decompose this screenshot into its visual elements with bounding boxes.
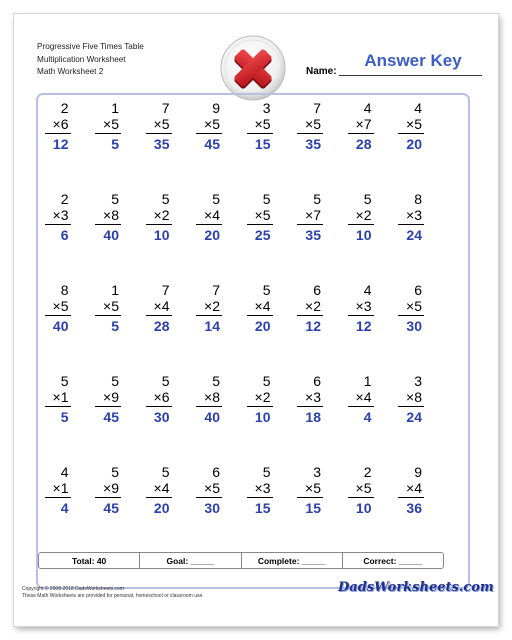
problem-answer: 24	[406, 227, 422, 243]
problem-answer: 30	[406, 318, 422, 334]
problem-answer: 35	[153, 136, 170, 152]
problem-multiplicand: 5	[161, 464, 170, 480]
problem-item	[30, 464, 81, 555]
problem-answer: 24	[406, 409, 422, 425]
problem-multiplicand: 5	[212, 191, 220, 207]
problem-item	[30, 373, 81, 464]
problem-item	[333, 373, 384, 464]
problem-multiplier: ×4	[204, 207, 220, 223]
problem-multiplicand: 5	[262, 282, 271, 298]
problem-multiplicand: 6	[313, 282, 321, 298]
problem-item	[30, 100, 81, 191]
problem-item	[384, 191, 435, 282]
problem-multiplicand: 6	[313, 373, 321, 389]
problem-answer: 35	[305, 136, 321, 152]
problem-multiplicand: 5	[363, 191, 372, 207]
problem-item	[384, 373, 435, 464]
problem-answer: 12	[305, 318, 321, 334]
problem-item	[333, 464, 384, 555]
problem-answer: 30	[204, 500, 220, 516]
problem-multiplier: ×5	[305, 116, 321, 132]
problem-rule-line	[398, 224, 424, 225]
problem-multiplicand: 5	[60, 373, 69, 389]
problem-multiplicand: 1	[363, 373, 372, 389]
problem-multiplier: ×8	[406, 389, 422, 405]
answer-key-x-icon	[219, 34, 287, 102]
problem-rule-line	[95, 315, 121, 316]
problem-multiplicand: 3	[262, 100, 271, 116]
problem-item	[30, 191, 81, 282]
problem-multiplicand: 1	[111, 100, 119, 116]
problem-multiplier: ×5	[406, 298, 422, 314]
problem-rule-line	[348, 224, 374, 225]
problem-item	[333, 100, 384, 191]
problem-multiplicand: 5	[262, 464, 271, 480]
problem-multiplicand: 1	[111, 282, 119, 298]
problem-rule-line	[45, 406, 71, 407]
problem-item	[182, 373, 233, 464]
problem-item	[232, 191, 283, 282]
problem-rule-line	[247, 315, 273, 316]
problem-answer: 14	[204, 318, 220, 334]
problem-multiplier: ×7	[305, 207, 321, 223]
problem-answer: 18	[305, 409, 321, 425]
problem-multiplier: ×5	[406, 116, 422, 132]
problem-rule-line	[95, 406, 121, 407]
problem-item	[283, 282, 334, 373]
problem-item	[283, 100, 334, 191]
problem-item	[333, 282, 384, 373]
problem-rule-line	[247, 133, 273, 134]
worksheet-title-block	[37, 41, 144, 79]
problem-item	[81, 373, 132, 464]
problem-multiplier: ×7	[355, 116, 372, 132]
problem-multiplicand: 3	[313, 464, 321, 480]
problem-multiplier: ×5	[254, 207, 271, 223]
problem-multiplicand: 5	[111, 464, 119, 480]
problem-multiplier: ×5	[305, 480, 321, 496]
problem-multiplier: ×5	[103, 116, 119, 132]
problem-rule-line	[196, 133, 222, 134]
problem-answer: 15	[254, 500, 271, 516]
problem-answer: 12	[52, 136, 69, 152]
problem-item	[182, 100, 233, 191]
problem-answer: 28	[355, 136, 372, 152]
problem-rule-line	[146, 224, 172, 225]
problem-multiplicand: 5	[161, 373, 170, 389]
problem-answer: 20	[153, 500, 170, 516]
problem-multiplicand: 9	[414, 464, 422, 480]
problem-multiplier: ×3	[52, 207, 69, 223]
problem-item	[232, 100, 283, 191]
problem-multiplicand: 5	[161, 191, 170, 207]
problem-multiplicand: 5	[262, 373, 271, 389]
problem-item	[131, 191, 182, 282]
problem-rule-line	[348, 315, 374, 316]
problem-rule-line	[95, 224, 121, 225]
problem-multiplier: ×5	[103, 298, 119, 314]
problem-answer: 10	[355, 227, 372, 243]
problem-rule-line	[297, 315, 323, 316]
score-table	[38, 552, 444, 569]
problem-multiplier: ×9	[103, 480, 119, 496]
problem-multiplicand: 5	[262, 191, 271, 207]
problem-answer: 10	[153, 227, 170, 243]
problem-rule-line	[398, 406, 424, 407]
problem-multiplier: ×2	[355, 207, 372, 223]
problem-multiplier: ×4	[153, 480, 170, 496]
problem-rule-line	[247, 497, 273, 498]
problem-multiplier: ×2	[153, 207, 170, 223]
problem-multiplier: ×5	[204, 480, 220, 496]
problem-multiplicand: 7	[212, 282, 220, 298]
problem-rule-line	[247, 406, 273, 407]
problem-multiplier: ×6	[52, 116, 69, 132]
problem-answer: 40	[204, 409, 220, 425]
problem-item	[131, 373, 182, 464]
problem-rule-line	[398, 133, 424, 134]
problem-item	[81, 191, 132, 282]
problem-rule-line	[196, 406, 222, 407]
problem-multiplicand: 2	[363, 464, 372, 480]
problem-multiplier: ×4	[406, 480, 422, 496]
answer-key-label: Answer Key	[364, 51, 462, 70]
problem-item	[333, 191, 384, 282]
problem-multiplicand: 3	[414, 373, 422, 389]
problem-item	[182, 191, 233, 282]
problem-item	[131, 100, 182, 191]
dadsworksheets-logo: DadsWorksheets.com	[338, 580, 494, 595]
problem-rule-line	[146, 133, 172, 134]
problem-answer: 4	[363, 409, 372, 425]
problem-multiplier: ×6	[153, 389, 170, 405]
problem-multiplicand: 5	[212, 373, 220, 389]
problem-answer: 40	[52, 318, 69, 334]
problem-multiplier: ×8	[204, 389, 220, 405]
problem-multiplicand: 7	[161, 100, 170, 116]
title-line-3: Math Worksheet 2	[37, 67, 104, 76]
problem-rule-line	[297, 497, 323, 498]
problem-answer: 10	[355, 500, 372, 516]
problem-answer: 45	[103, 500, 119, 516]
copyright-line-2: These Math Worksheets are provided for personal, homeschool or classroom use.	[22, 592, 204, 599]
problem-rule-line	[348, 497, 374, 498]
problem-rule-line	[196, 315, 222, 316]
copyright-line-1: Copyright © 2008-2018 DadsWorksheets.com	[22, 586, 124, 592]
problem-item	[131, 282, 182, 373]
problem-answer: 45	[204, 136, 220, 152]
problem-multiplier: ×5	[254, 116, 271, 132]
problem-multiplicand: 6	[212, 464, 220, 480]
problem-answer: 5	[111, 136, 119, 152]
problem-rule-line	[146, 406, 172, 407]
problem-rule-line	[297, 406, 323, 407]
problem-multiplicand: 4	[60, 464, 69, 480]
problem-rule-line	[45, 133, 71, 134]
problem-rule-line	[247, 224, 273, 225]
problem-answer: 15	[254, 136, 271, 152]
problem-multiplicand: 6	[414, 282, 422, 298]
problem-rule-line	[146, 497, 172, 498]
problem-answer: 6	[60, 227, 69, 243]
copyright-notice	[22, 586, 204, 599]
title-line-1: Progressive Five Times Table	[37, 42, 144, 51]
problem-rule-line	[398, 315, 424, 316]
problem-answer: 35	[305, 227, 321, 243]
problems-grid	[30, 100, 450, 555]
problem-item	[81, 100, 132, 191]
problem-answer: 20	[254, 318, 271, 334]
problem-item	[384, 464, 435, 555]
problem-multiplier: ×5	[153, 116, 170, 132]
problem-item	[232, 373, 283, 464]
problem-answer: 30	[153, 409, 170, 425]
problem-multiplicand: 7	[161, 282, 170, 298]
problem-rule-line	[348, 133, 374, 134]
problem-answer: 40	[103, 227, 119, 243]
problem-multiplier: ×1	[52, 480, 69, 496]
problem-answer: 20	[406, 136, 422, 152]
problem-answer: 10	[254, 409, 271, 425]
problem-item	[30, 282, 81, 373]
problem-answer: 5	[60, 409, 69, 425]
problem-multiplicand: 4	[363, 282, 372, 298]
problem-item	[384, 282, 435, 373]
problem-multiplicand: 7	[313, 100, 321, 116]
problem-multiplier: ×4	[355, 389, 372, 405]
problem-answer: 4	[60, 500, 69, 516]
problem-answer: 20	[204, 227, 220, 243]
problem-rule-line	[398, 497, 424, 498]
name-underline	[339, 75, 482, 76]
problem-item	[384, 100, 435, 191]
problem-item	[283, 373, 334, 464]
problem-multiplier: ×9	[103, 389, 119, 405]
problem-multiplier: ×2	[254, 389, 271, 405]
problem-multiplier: ×3	[254, 480, 271, 496]
problem-rule-line	[297, 133, 323, 134]
problem-item	[81, 464, 132, 555]
goal-cell: Goal: _____	[140, 553, 241, 568]
problem-multiplicand: 5	[111, 373, 119, 389]
problem-item	[283, 464, 334, 555]
problem-multiplier: ×3	[305, 389, 321, 405]
problem-rule-line	[45, 315, 71, 316]
name-label: Name:	[306, 66, 337, 77]
problem-rule-line	[45, 497, 71, 498]
problem-item	[182, 464, 233, 555]
problem-multiplier: ×5	[355, 480, 372, 496]
problem-rule-line	[196, 224, 222, 225]
problem-multiplier: ×5	[204, 116, 220, 132]
problem-answer: 25	[254, 227, 271, 243]
problem-multiplier: ×5	[52, 298, 69, 314]
title-line-2: Multiplication Worksheet	[37, 54, 126, 64]
problem-multiplier: ×3	[355, 298, 372, 314]
problem-rule-line	[196, 497, 222, 498]
problem-answer: 28	[153, 318, 170, 334]
correct-cell: Correct: _____	[363, 555, 423, 566]
problem-item	[232, 282, 283, 373]
problem-answer: 45	[103, 409, 119, 425]
problem-answer: 12	[355, 318, 372, 334]
problem-multiplier: ×4	[153, 298, 170, 314]
problem-rule-line	[45, 224, 71, 225]
problem-answer: 5	[111, 318, 119, 334]
problem-multiplicand: 4	[363, 100, 372, 116]
problem-answer: 36	[406, 500, 422, 516]
problem-rule-line	[146, 315, 172, 316]
complete-cell: Complete: _____	[242, 553, 343, 568]
problem-multiplicand: 2	[60, 100, 69, 116]
problem-rule-line	[95, 497, 121, 498]
total-cell: Total: 40	[39, 553, 140, 568]
problem-multiplier: ×8	[103, 207, 119, 223]
problem-multiplicand: 2	[60, 191, 69, 207]
problem-multiplier: ×3	[406, 207, 422, 223]
problem-item	[232, 464, 283, 555]
problem-multiplicand: 4	[414, 100, 422, 116]
problem-item	[131, 464, 182, 555]
problem-rule-line	[297, 224, 323, 225]
problem-multiplicand: 8	[60, 282, 69, 298]
problem-multiplicand: 5	[111, 191, 119, 207]
problem-multiplicand: 9	[212, 100, 220, 116]
problem-answer: 15	[305, 500, 321, 516]
problem-multiplicand: 8	[414, 191, 422, 207]
problem-item	[182, 282, 233, 373]
problem-multiplier: ×4	[254, 298, 271, 314]
problem-rule-line	[95, 133, 121, 134]
problem-multiplier: ×1	[52, 389, 69, 405]
problem-item	[81, 282, 132, 373]
problem-multiplicand: 5	[313, 191, 321, 207]
problem-multiplier: ×2	[305, 298, 321, 314]
problem-item	[283, 191, 334, 282]
problem-multiplier: ×2	[204, 298, 220, 314]
problem-rule-line	[348, 406, 374, 407]
